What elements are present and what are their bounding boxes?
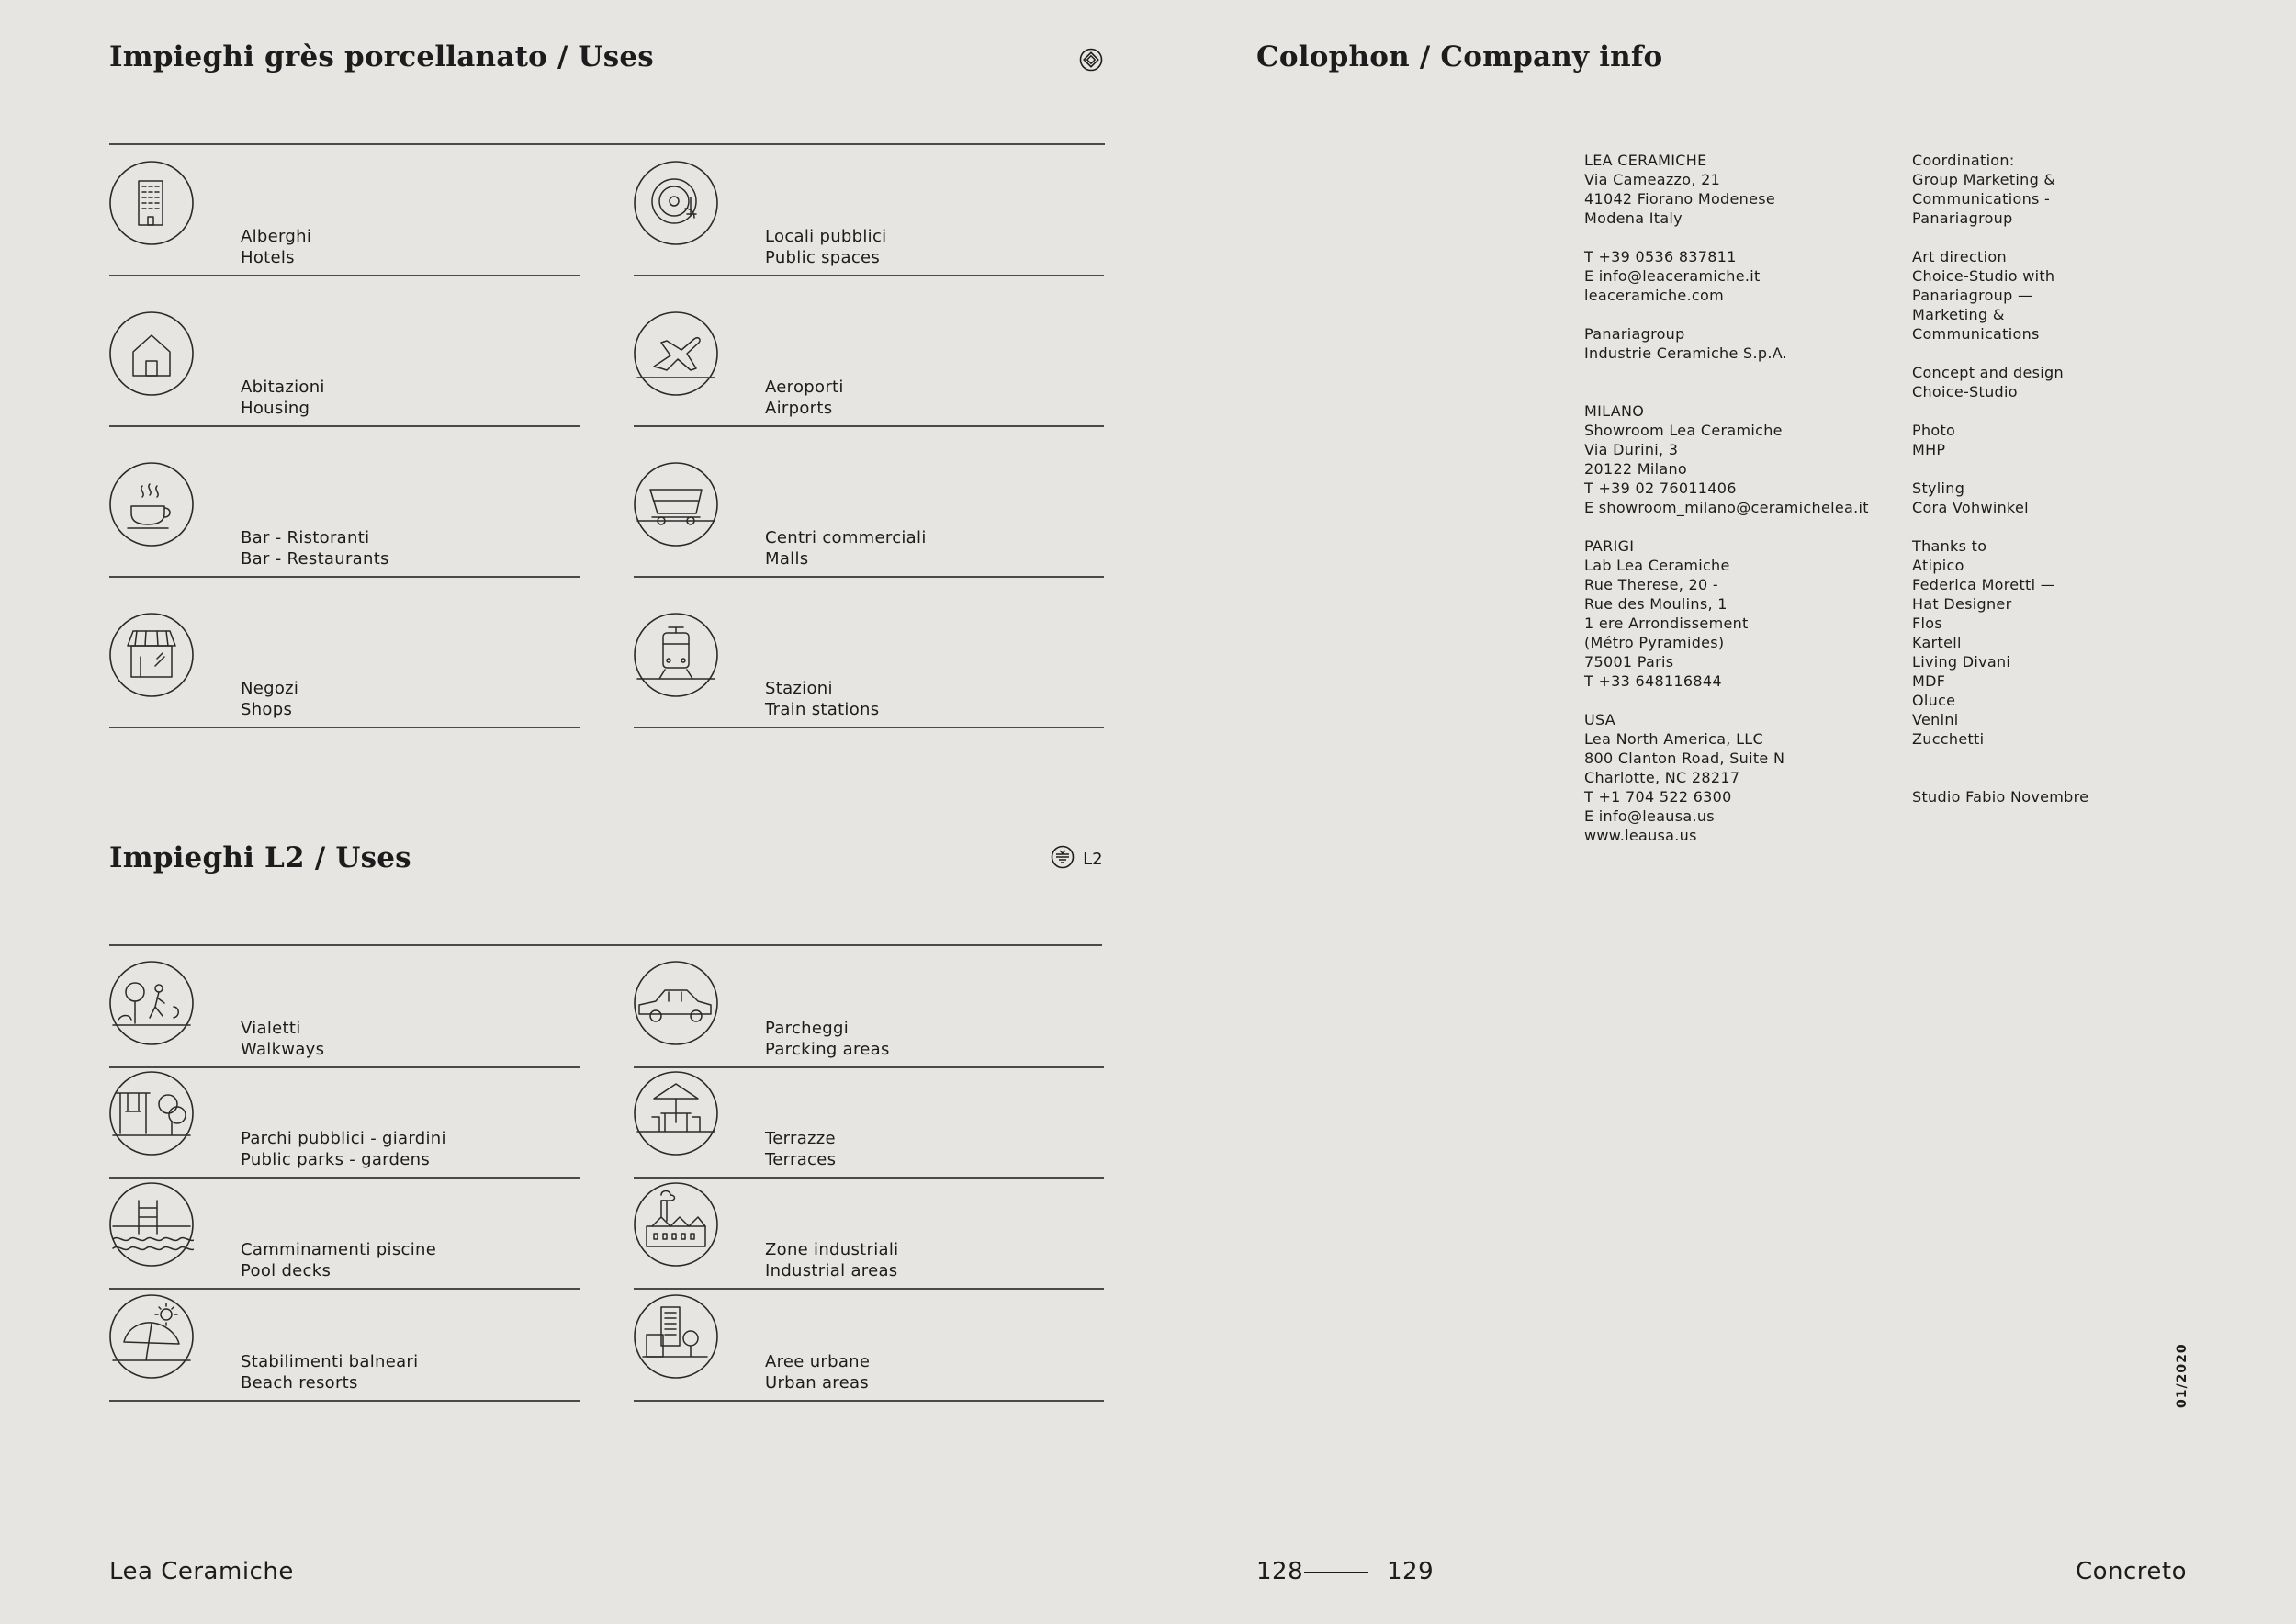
walkway-person-icon	[109, 961, 194, 1045]
use-item	[634, 1182, 1104, 1290]
text-line: Rue des Moulins, 1	[1584, 595, 1728, 613]
use-item-label-en: Airports	[765, 399, 833, 418]
text-line: Panariagroup	[1584, 325, 1685, 343]
use-item	[109, 462, 580, 578]
use-item-label-it: Bar - Ristoranti	[241, 528, 370, 547]
text-line: MDF	[1912, 672, 1946, 690]
use-item-label-it: Camminamenti piscine	[241, 1240, 437, 1259]
use-item-label-it: Aeroporti	[765, 378, 844, 397]
use-item	[109, 1294, 580, 1402]
text-line: T +39 0536 837811	[1584, 248, 1737, 265]
edition-date: 01/2020	[2175, 1343, 2189, 1408]
use-item-label	[765, 226, 886, 268]
use-item-label	[765, 1239, 898, 1281]
text-line: Communications	[1912, 325, 2040, 343]
l2-badge-label: L2	[1083, 849, 1103, 869]
use-item-label	[241, 678, 298, 720]
text-line: Concept and design	[1912, 364, 2064, 381]
use-item-label	[765, 1351, 870, 1393]
use-item-underline	[634, 727, 1104, 728]
text-line: Marketing &	[1912, 306, 2005, 323]
text-block	[1584, 151, 1869, 228]
text-block	[1584, 324, 1869, 363]
shopping-cart-icon	[634, 462, 718, 547]
use-item-label-it: Stazioni	[765, 679, 833, 698]
text-line: (Métro Pyramides)	[1584, 634, 1725, 651]
text-line: Rue Therese, 20 -	[1584, 576, 1718, 593]
text-line: leaceramiche.com	[1584, 287, 1724, 304]
l2-badge	[1051, 845, 1103, 871]
use-item	[109, 613, 580, 728]
use-item-label-en: Public spaces	[765, 248, 881, 267]
airplane-icon	[634, 311, 718, 396]
text-line: 75001 Paris	[1584, 653, 1674, 671]
text-line: Via Durini, 3	[1584, 441, 1679, 458]
text-block	[1584, 247, 1869, 305]
use-item-label-en: Industrial areas	[765, 1261, 898, 1280]
text-line: MILANO	[1584, 402, 1645, 420]
use-item-label	[241, 1128, 446, 1170]
text-line: Zucchetti	[1912, 730, 1985, 748]
footer-brand: Lea Ceramiche	[109, 1558, 294, 1585]
text-line: 1 ere Arrondissement	[1584, 615, 1749, 632]
use-item-label-en: Urban areas	[765, 1373, 869, 1393]
coffee-cup-icon	[109, 462, 194, 547]
use-item-label-it: Locali pubblici	[765, 227, 887, 246]
footer-collection: Concreto	[2075, 1558, 2187, 1585]
text-line: Art direction	[1912, 248, 2007, 265]
text-line: PARIGI	[1584, 537, 1635, 555]
text-line: Panariagroup —	[1912, 287, 2033, 304]
text-line: Hat Designer	[1912, 595, 2012, 613]
text-line: Styling	[1912, 479, 1965, 497]
use-item-underline	[634, 1066, 1104, 1068]
text-line: Modena Italy	[1584, 209, 1683, 227]
porcelain-diamond-icon	[1079, 48, 1103, 72]
credits-column	[1912, 151, 2088, 826]
car-icon	[634, 961, 718, 1045]
text-line: USA	[1584, 711, 1616, 728]
vinyl-record-icon	[634, 161, 718, 245]
text-line: MHP	[1912, 441, 1946, 458]
use-item	[634, 311, 1104, 427]
use-item-label	[241, 1239, 436, 1281]
text-line: Choice-Studio with	[1912, 267, 2055, 285]
section-title-porcelain: Impieghi grès porcellanato / Uses	[109, 40, 654, 73]
use-item-underline	[109, 576, 580, 578]
text-line: Kartell	[1912, 634, 1962, 651]
text-line: Thanks to	[1912, 537, 1987, 555]
text-line: Lab Lea Ceramiche	[1584, 557, 1730, 574]
text-block	[1912, 479, 2088, 517]
use-item-label	[765, 1128, 836, 1170]
playground-swing-icon	[109, 1071, 194, 1156]
use-item-underline	[109, 1177, 580, 1179]
text-line: 41042 Fiorano Modenese	[1584, 190, 1776, 208]
text-line: Oluce	[1912, 692, 1956, 709]
use-item	[634, 462, 1104, 578]
text-line: T +39 02 76011406	[1584, 479, 1737, 497]
use-item-label	[765, 678, 879, 720]
text-line: Lea North America, LLC	[1584, 730, 1763, 748]
use-item	[634, 161, 1104, 276]
hotel-building-icon	[109, 161, 194, 245]
text-line: Industrie Ceramiche S.p.A.	[1584, 344, 1788, 362]
use-item-underline	[109, 1066, 580, 1068]
l2-circle-icon	[1051, 845, 1075, 873]
text-line: E info@leaceramiche.it	[1584, 267, 1761, 285]
text-block	[1584, 710, 1869, 845]
house-icon	[109, 311, 194, 396]
use-item-underline	[634, 576, 1104, 578]
use-item-label-en: Hotels	[241, 248, 295, 267]
use-item-underline	[634, 1400, 1104, 1402]
text-line: T +33 648116844	[1584, 672, 1722, 690]
text-line: www.leausa.us	[1584, 827, 1697, 844]
use-item-label-it: Stabilimenti balneari	[241, 1352, 419, 1371]
use-item-underline	[634, 1177, 1104, 1179]
company-info-column	[1584, 151, 1869, 864]
use-item	[109, 311, 580, 427]
shop-awning-icon	[109, 613, 194, 697]
use-item-label-it: Abitazioni	[241, 378, 325, 397]
use-item-underline	[109, 1400, 580, 1402]
text-line: 800 Clanton Road, Suite N	[1584, 750, 1785, 767]
text-line: Studio Fabio Novembre	[1912, 788, 2089, 806]
text-line: LEA CERAMICHE	[1584, 152, 1707, 169]
use-item-label-en: Public parks - gardens	[241, 1150, 431, 1169]
beach-umbrella-sun-icon	[109, 1294, 194, 1379]
pool-ladder-icon	[109, 1182, 194, 1267]
use-item	[109, 1182, 580, 1290]
use-item-label-en: Terraces	[765, 1150, 837, 1169]
use-item-underline	[109, 425, 580, 427]
use-item-label-en: Walkways	[241, 1040, 325, 1059]
text-line: Coordination:	[1912, 152, 2015, 169]
text-block	[1912, 421, 2088, 459]
use-item-underline	[634, 1288, 1104, 1290]
text-line: Photo	[1912, 422, 1956, 439]
use-item-label-en: Pool decks	[241, 1261, 332, 1280]
section-rule	[109, 944, 1102, 946]
use-item-label-en: Malls	[765, 549, 809, 569]
use-item-label-en: Shops	[241, 700, 293, 719]
text-block	[1584, 401, 1869, 517]
terrace-umbrella-table-icon	[634, 1071, 718, 1156]
use-item-label-it: Parchi pubblici - giardini	[241, 1129, 446, 1148]
use-item	[109, 1071, 580, 1179]
factory-icon	[634, 1182, 718, 1267]
use-item	[634, 1294, 1104, 1402]
use-item-label	[241, 377, 325, 419]
use-item	[109, 961, 580, 1068]
use-item-label	[241, 527, 389, 570]
use-item-label-en: Parcking areas	[765, 1040, 890, 1059]
use-item-label-en: Train stations	[765, 700, 880, 719]
use-item-label	[241, 1018, 324, 1060]
text-line: Group Marketing &	[1912, 171, 2056, 188]
text-line: Flos	[1912, 615, 1942, 632]
colophon-title: Colophon / Company info	[1256, 40, 1663, 73]
text-block	[1912, 363, 2088, 401]
use-item	[634, 1071, 1104, 1179]
use-item-label-it: Centri commerciali	[765, 528, 927, 547]
use-item-label-en: Housing	[241, 399, 310, 418]
use-item-label-en: Bar - Restaurants	[241, 549, 389, 569]
text-line: E info@leausa.us	[1584, 807, 1715, 825]
text-line: Charlotte, NC 28217	[1584, 769, 1740, 786]
text-line: Showroom Lea Ceramiche	[1584, 422, 1783, 439]
use-item-label-en: Beach resorts	[241, 1373, 358, 1393]
text-line: E showroom_milano@ceramichelea.it	[1584, 499, 1869, 516]
use-item-label	[765, 1018, 890, 1060]
use-item-underline	[109, 1288, 580, 1290]
use-item-label	[241, 226, 311, 268]
use-item-label-it: Terrazze	[765, 1129, 836, 1148]
page-number-divider	[1304, 1572, 1368, 1573]
use-item-label-it: Negozi	[241, 679, 299, 698]
use-item-underline	[109, 275, 580, 276]
text-line: T +1 704 522 6300	[1584, 788, 1732, 806]
text-line: Federica Moretti —	[1912, 576, 2056, 593]
text-block	[1912, 536, 2088, 749]
use-item-underline	[109, 727, 580, 728]
text-block	[1912, 247, 2088, 344]
use-item-underline	[634, 425, 1104, 427]
text-line: Venini	[1912, 711, 1959, 728]
text-line: 20122 Milano	[1584, 460, 1688, 478]
use-item-label-it: Vialetti	[241, 1019, 301, 1038]
text-line: Cora Vohwinkel	[1912, 499, 2029, 516]
text-line: Panariagroup	[1912, 209, 2013, 227]
section-title-l2: Impieghi L2 / Uses	[109, 841, 411, 874]
section-rule	[109, 143, 1105, 145]
text-line: Via Cameazzo, 21	[1584, 171, 1721, 188]
text-block	[1912, 787, 2088, 806]
use-item-label	[765, 527, 927, 570]
text-line: Choice-Studio	[1912, 383, 2018, 400]
text-block	[1912, 151, 2088, 228]
text-line: Living Divani	[1912, 653, 2011, 671]
text-line: Atipico	[1912, 557, 1964, 574]
text-line: Communications -	[1912, 190, 2051, 208]
use-item	[109, 161, 580, 276]
use-item-underline	[634, 275, 1104, 276]
use-item	[634, 961, 1104, 1068]
use-item	[634, 613, 1104, 728]
text-block	[1584, 536, 1869, 691]
page-number-right: 129	[1387, 1558, 1435, 1585]
use-item-label	[765, 377, 844, 419]
use-item-label-it: Alberghi	[241, 227, 312, 246]
train-icon	[634, 613, 718, 697]
use-item-label-it: Parcheggi	[765, 1019, 850, 1038]
page-number-left: 128	[1256, 1558, 1304, 1585]
urban-buildings-icon	[634, 1294, 718, 1379]
use-item-label	[241, 1351, 418, 1393]
use-item-label-it: Aree urbane	[765, 1352, 871, 1371]
use-item-label-it: Zone industriali	[765, 1240, 899, 1259]
